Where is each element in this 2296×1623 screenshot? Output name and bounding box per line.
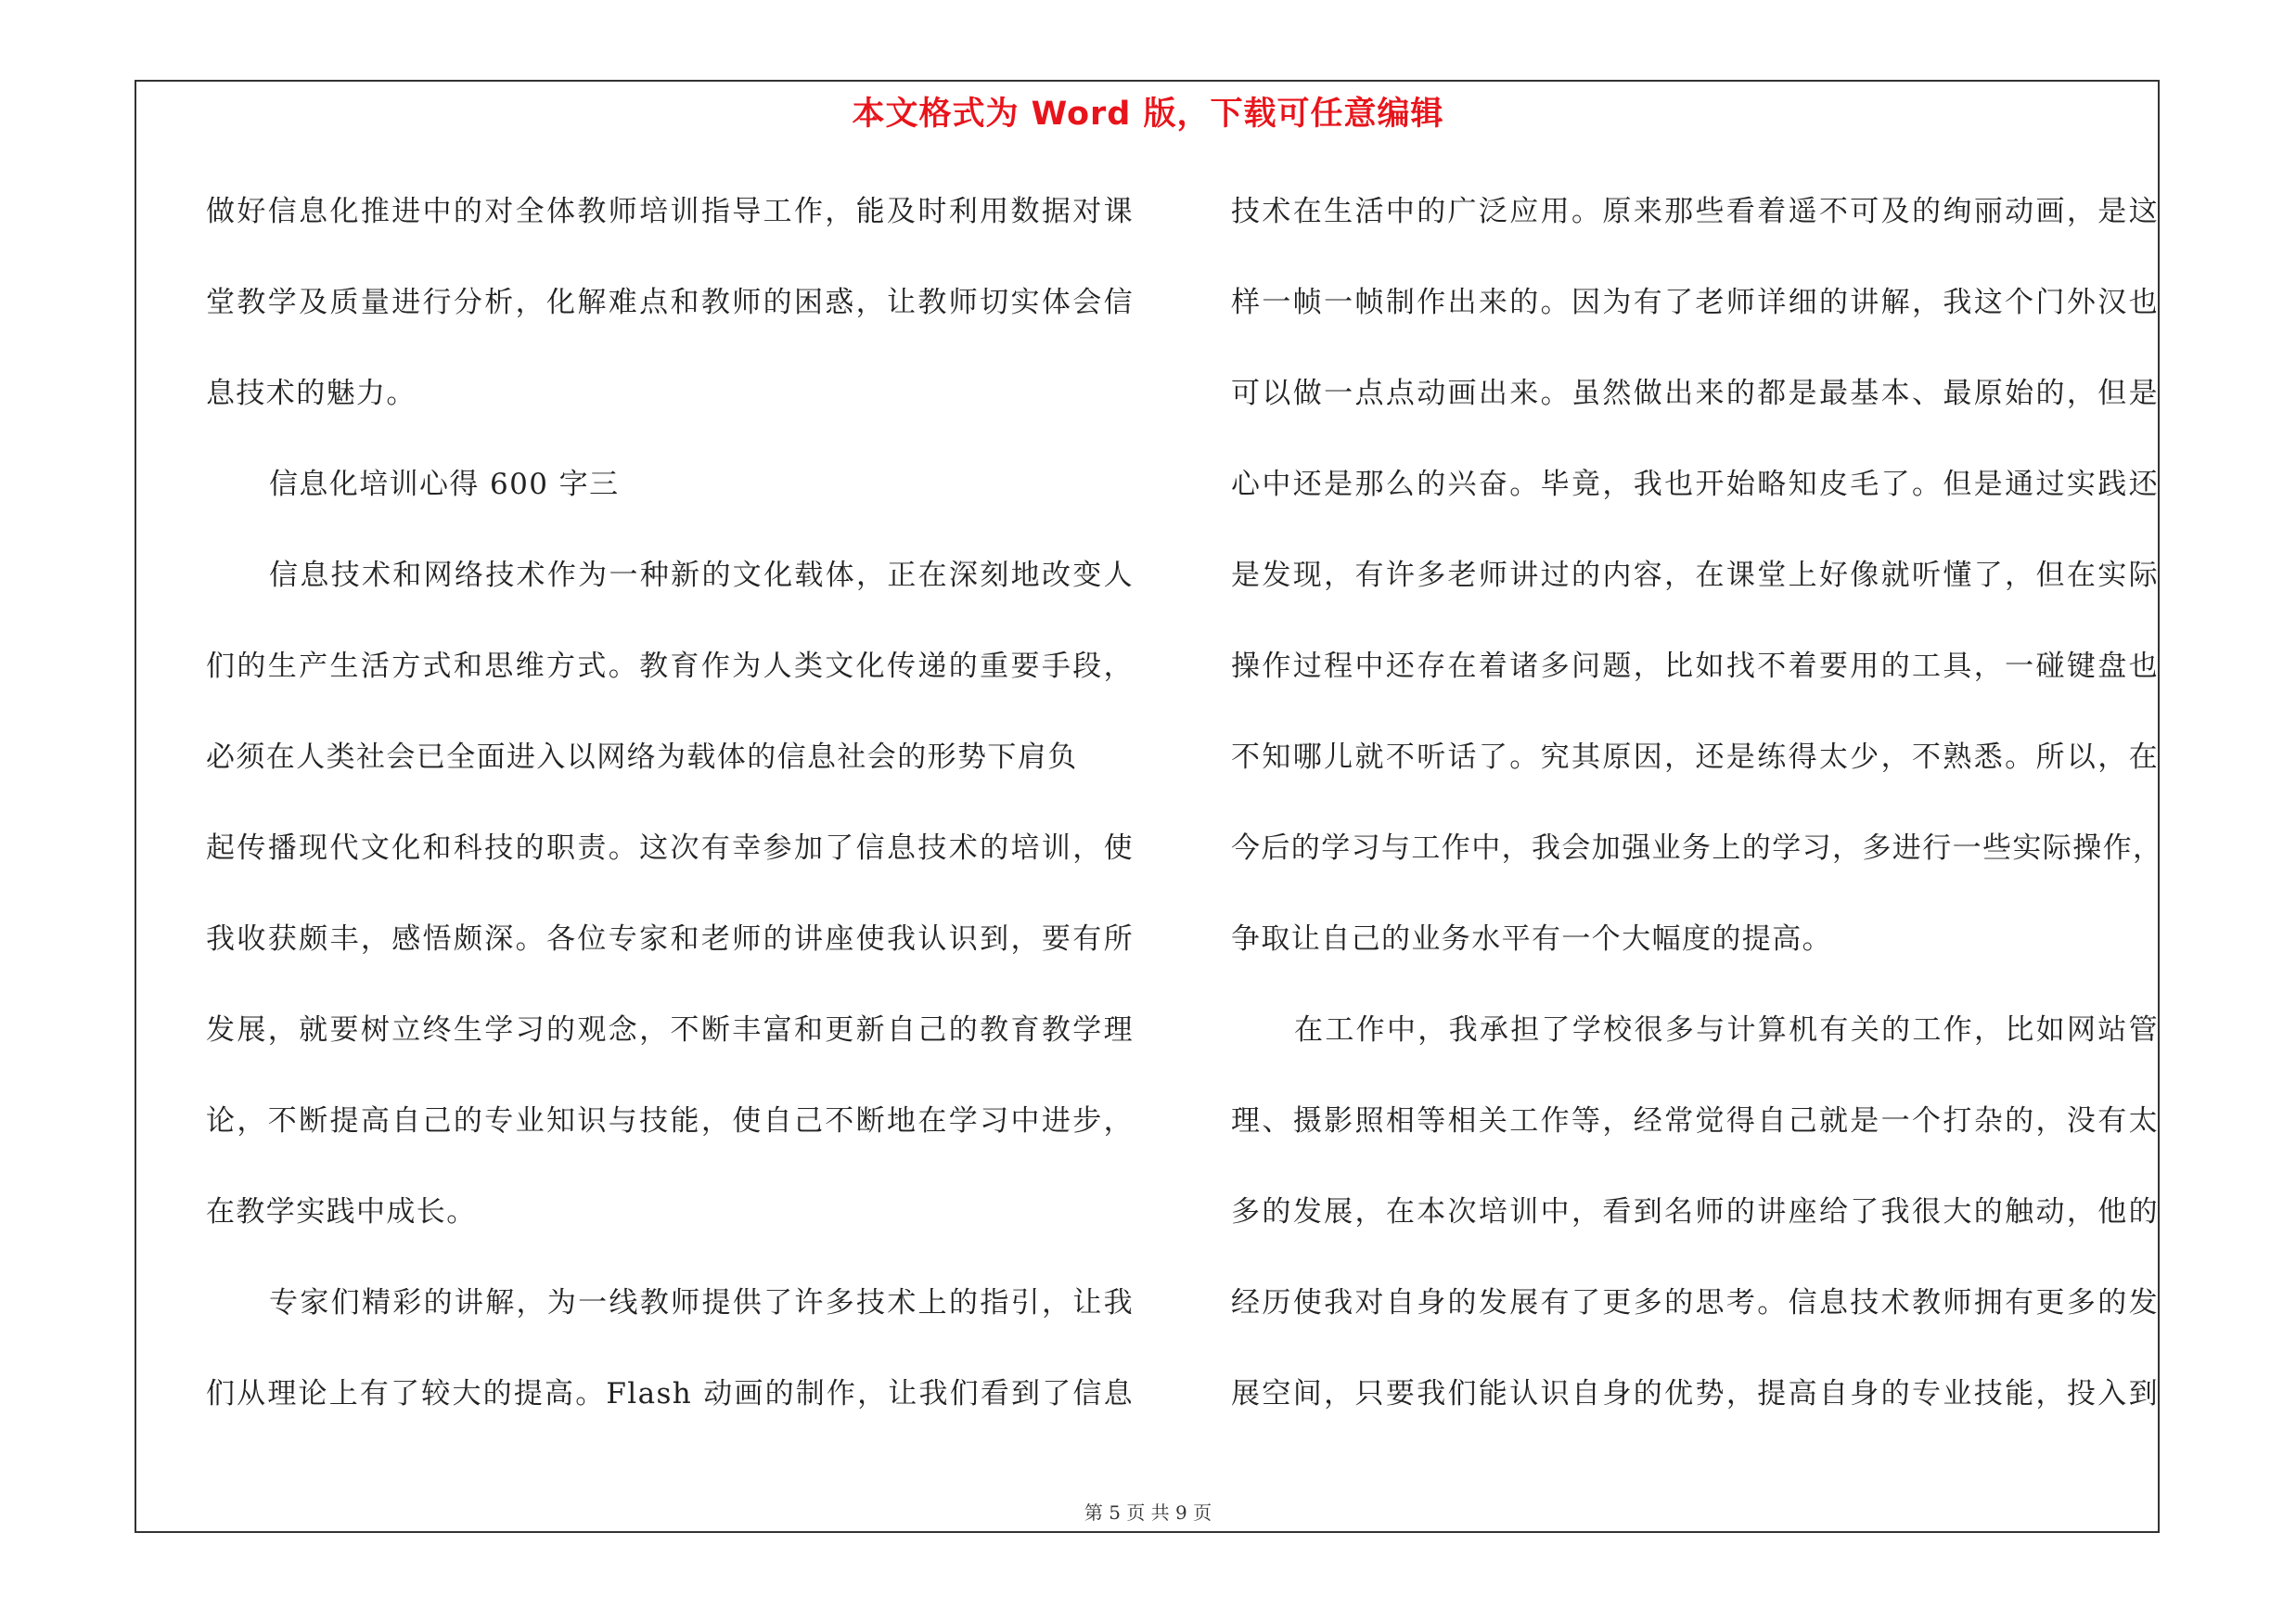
text-line: 理、摄影照相等相关工作等，经常觉得自己就是一个打杂的，没有太 bbox=[1231, 1104, 2159, 1138]
text-line: 堂教学及质量进行分析，化解难点和教师的困惑，让教师切实体会信 bbox=[206, 286, 1134, 319]
text-line: 多的发展，在本次培训中，看到名师的讲座给了我很大的触动，他的 bbox=[1231, 1195, 2159, 1229]
text-line: 争取让自己的业务水平有一个大幅度的提高。 bbox=[1231, 922, 1832, 956]
text-line: 做好信息化推进中的对全体教师培训指导工作，能及时利用数据对课 bbox=[206, 195, 1134, 228]
text-line: 在教学实践中成长。 bbox=[206, 1195, 477, 1229]
section-heading: 信息化培训心得 600 字三 bbox=[269, 468, 620, 501]
text-line: 心中还是那么的兴奋。毕竟，我也开始略知皮毛了。但是通过实践还 bbox=[1231, 468, 2159, 501]
left-column bbox=[206, 181, 1134, 1454]
page-number-footer: 第 5 页 共 9 页 bbox=[1084, 1501, 1212, 1524]
header-banner: 本文格式为 Word 版，下载可任意编辑 bbox=[852, 96, 1444, 133]
text-line: 发展，就要树立终生学习的观念，不断丰富和更新自己的教育教学理 bbox=[206, 1013, 1134, 1047]
text-line: 们从理论上有了较大的提高。Flash 动画的制作，让我们看到了信息 bbox=[206, 1377, 1134, 1410]
text-line: 息技术的魅力。 bbox=[206, 377, 417, 410]
text-line: 可以做一点点动画出来。虽然做出来的都是最基本、最原始的，但是 bbox=[1231, 377, 2159, 410]
text-line: 展空间，只要我们能认识自身的优势，提高自身的专业技能，投入到 bbox=[1231, 1377, 2159, 1410]
text-line: 技术在生活中的广泛应用。原来那些看着遥不可及的绚丽动画，是这 bbox=[1231, 195, 2159, 228]
text-line: 经历使我对自身的发展有了更多的思考。信息技术教师拥有更多的发 bbox=[1231, 1286, 2159, 1320]
right-column bbox=[1231, 181, 2163, 1454]
text-line: 起传播现代文化和科技的职责。这次有幸参加了信息技术的培训，使 bbox=[206, 831, 1134, 865]
text-line: 操作过程中还存在着诸多问题，比如找不着要用的工具，一碰键盘也 bbox=[1231, 650, 2159, 683]
text-line: 论，不断提高自己的专业知识与技能，使自己不断地在学习中进步， bbox=[206, 1104, 1134, 1138]
text-line: 不知哪儿就不听话了。究其原因，还是练得太少，不熟悉。所以，在 bbox=[1231, 741, 2159, 774]
text-line: 信息技术和网络技术作为一种新的文化载体，正在深刻地改变人 bbox=[269, 559, 1134, 592]
text-line: 专家们精彩的讲解，为一线教师提供了许多技术上的指引，让我 bbox=[269, 1286, 1134, 1320]
text-line: 今后的学习与工作中，我会加强业务上的学习，多进行一些实际操作， bbox=[1231, 831, 2163, 865]
text-line: 们的生产生活方式和思维方式。教育作为人类文化传递的重要手段， bbox=[206, 650, 1134, 683]
text-line: 样一帧一帧制作出来的。因为有了老师详细的讲解，我这个门外汉也 bbox=[1231, 286, 2159, 319]
text-line: 是发现，有许多老师讲过的内容，在课堂上好像就听懂了，但在实际 bbox=[1231, 559, 2159, 592]
text-line: 必须在人类社会已全面进入以网络为载体的信息社会的形势下肩负 bbox=[206, 741, 1078, 774]
text-line: 在工作中，我承担了学校很多与计算机有关的工作，比如网站管 bbox=[1294, 1013, 2159, 1047]
text-line: 我收获颇丰，感悟颇深。各位专家和老师的讲座使我认识到，要有所 bbox=[206, 922, 1134, 956]
